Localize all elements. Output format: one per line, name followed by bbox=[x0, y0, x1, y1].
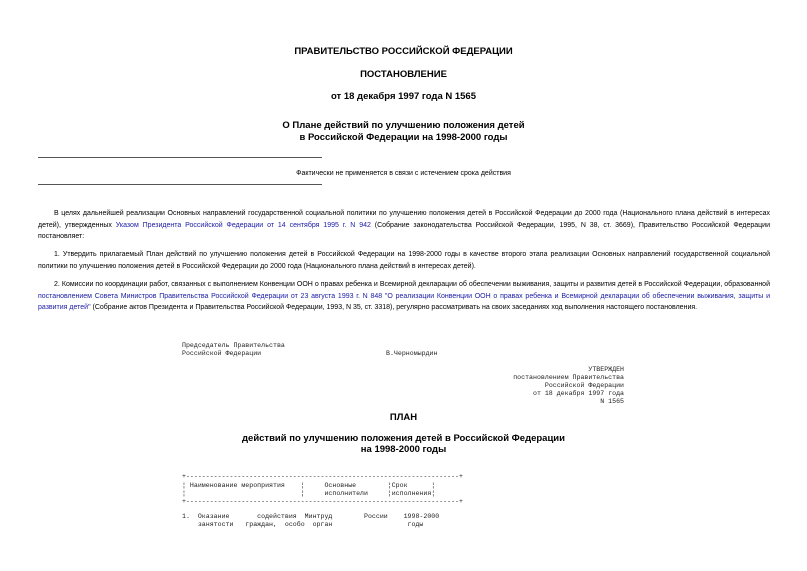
approval-line-3: Российской Федерации bbox=[544, 382, 624, 389]
table-mid-border: +---------------------------------------------------------------------+ bbox=[182, 498, 463, 505]
table-header-row-1: ¦ Наименование мероприятия ¦ Основные ¦Срок ¦ bbox=[182, 482, 436, 489]
plan-subtitle-line-2: на 1998-2000 годы bbox=[360, 444, 447, 455]
approval-line-1: УТВЕРЖДЕН bbox=[588, 366, 624, 373]
table-top-border: +---------------------------------------------------------------------+ bbox=[182, 473, 463, 480]
paragraph-2-text-a: 2. Комиссии по координации работ, связанных с выполнением Конвенции ООН о правах ребенка и Всемирной декларации об обеспечении выживания, защиты и развития детей в Российской Федерации, образованной bbox=[54, 281, 770, 288]
plan-title: ПЛАН bbox=[389, 412, 418, 423]
approval-line-2: постановлением Правительства bbox=[513, 374, 624, 381]
paragraph-preamble bbox=[38, 208, 770, 243]
decree-link[interactable]: Указом Президента Российской Федерации от 14 сентября 1995 г. N 942 bbox=[115, 221, 371, 229]
divider-bottom bbox=[38, 184, 322, 185]
plan-subtitle-line-1: действий по улучшению положения детей в Российской Федерации bbox=[242, 433, 565, 444]
resolution-link[interactable]: постановлением Совета Министров Правительства Российской Федерации от 23 августа 1993 г. N 848 "О реализации Конвенции ООН о правах ребенка и Всемирной декларации об обеспечении выживания, защиты и развития детей" bbox=[38, 292, 770, 311]
table-row-1-line-2: занятости граждан, особо орган годы bbox=[182, 521, 424, 528]
signature-role-1: Председатель Правительства bbox=[182, 342, 285, 349]
table-row-1-line-1: 1. Оказание содействия Минтруд России 1998-2000 bbox=[182, 513, 440, 520]
paragraph-2 bbox=[38, 279, 770, 314]
approval-line-5: N 1565 bbox=[600, 398, 624, 405]
status-note: Фактически не применяется в связи с истечением срока действия bbox=[296, 170, 511, 177]
preamble-text-a: В целях дальнейшей реализации Основных направлений государственной социальной политики по улучшению положения детей в Российской Федерации до 2000 года (Национального плана действий в интересах детей), утвержденных bbox=[38, 210, 770, 229]
paragraph-1-text: 1. Утвердить прилагаемый План действий по улучшению положения детей в Российской Федерации на 1998-2000 годы в качестве второго этапа реализации Основных направлений государственной социальной политики по улучшению положения детей в Российской Федерации до 2000 года (Национального плана действий в интересах детей). bbox=[38, 251, 770, 270]
paragraph-1 bbox=[38, 249, 770, 272]
table-header-row-2: ¦ ¦ исполнители ¦исполнения¦ bbox=[182, 490, 436, 497]
preamble-text-b: (Собрание законодательства Российской Федерации, 1995, N 38, ст. 3669), Правительство Российской Федерации постановляет: bbox=[38, 221, 770, 240]
doc-type-heading: ПОСТАНОВЛЕНИЕ bbox=[360, 69, 447, 80]
divider-top bbox=[38, 157, 322, 158]
date-number-heading: от 18 декабря 1997 года N 1565 bbox=[330, 91, 476, 102]
org-heading: ПРАВИТЕЛЬСТВО РОССИЙСКОЙ ФЕДЕРАЦИИ bbox=[294, 46, 513, 57]
title-line-2: в Российской Федерации на 1998-2000 годы bbox=[299, 132, 508, 143]
title-line-1: О Плане действий по улучшению положения детей bbox=[282, 120, 525, 131]
signature-name: В.Черномырдин bbox=[386, 350, 438, 357]
paragraph-2-text-b: (Собрание актов Президента и Правительства Российской Федерации, 1993, N 35, ст. 3318), регулярно рассматривать на своих заседаниях ход выполнения настоящего постановления. bbox=[90, 304, 698, 311]
approval-line-4: от 18 декабря 1997 года bbox=[532, 390, 624, 397]
signature-role-2: Российской Федерации bbox=[182, 350, 262, 357]
